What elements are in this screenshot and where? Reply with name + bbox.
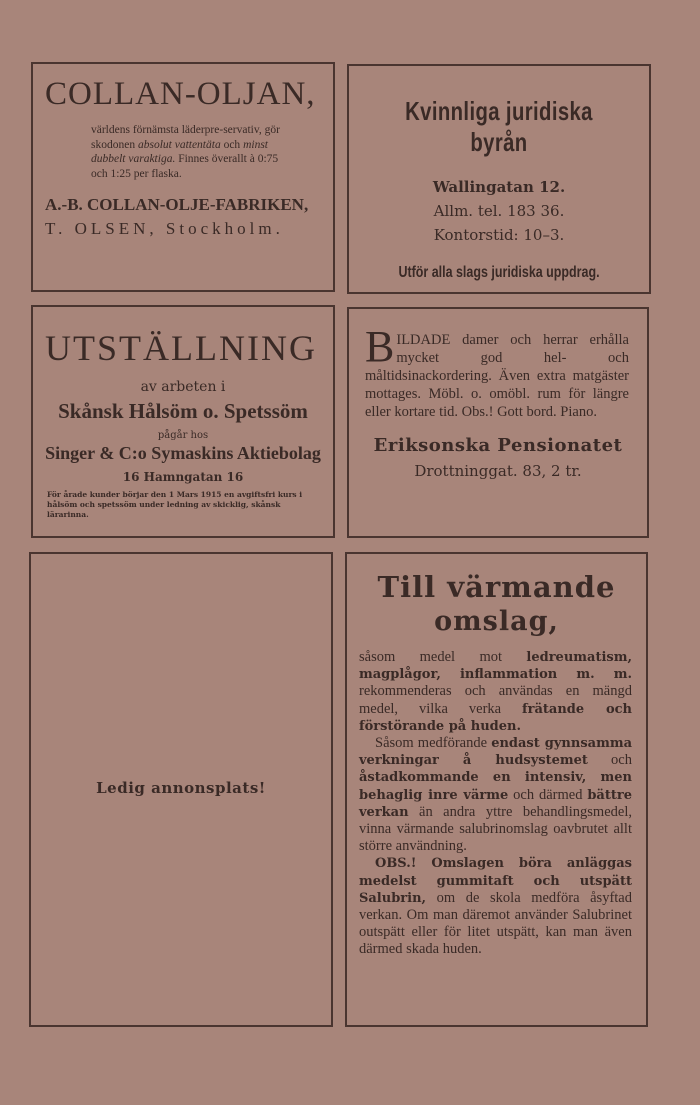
omslag-paragraph-3: [359, 855, 632, 958]
ad-vacant-space: [29, 552, 333, 1027]
omslag-p3-text-c: om de skola medföra åsyftad verkan. Om man däremot använder Salubrinet outspätt eller för litet utspätt, kan man även därmed skada huden.: [359, 889, 632, 958]
collan-headline: COLLAN-OLJAN,: [45, 76, 316, 112]
collan-body-text-3: Finnes överallt à 0:75 och 1:25 per flaska.: [91, 153, 279, 180]
omslag-p2-bold-1: endast gynnsamma verkningar å hudsystemet: [359, 736, 633, 769]
omslag-headline-2: omslag,: [434, 606, 559, 637]
collan-company: A.-B. COLLAN-OLJE-FABRIKEN,: [45, 195, 309, 214]
collan-body: [91, 123, 291, 181]
ad-utstallning: [31, 305, 335, 538]
utstallning-note: För årade kunder börjar den 1 Mars 1915 en avgiftsfri kurs i hålsöm och spetssöm under ledning av skicklig, skånsk lärarinna.: [47, 490, 303, 519]
omslag-p3-bold-1: OBS.! Omslagen böra anläggas medelst gummitaft och utspätt Salubrin,: [359, 856, 632, 906]
omslag-p1-text-c: rekommenderas och användas en mängd medel, vilka verka: [359, 683, 632, 717]
omslag-headline-1: Till värmande: [377, 570, 616, 604]
pensionat-name: Eriksonska Pensionatet: [373, 435, 623, 456]
utstallning-by: av arbeten i: [140, 379, 226, 395]
utstallning-at: pågår hos: [157, 430, 209, 441]
omslag-p2-text-c: och: [587, 752, 632, 769]
collan-owner: T. OLSEN, Stockholm.: [45, 219, 284, 238]
omslag-p2-text-e: än andra yttre behandlingsmedel, vinna värmande salubrinomslag oavbrutet allt större användning.: [359, 803, 632, 855]
ad-collan-oljan: [31, 62, 335, 292]
omslag-p1-text-a: såsom medel mot: [359, 649, 527, 665]
juridisk-tagline: Utför alla slags juridiska uppdrag.: [398, 264, 600, 281]
omslag-paragraph-1: [359, 649, 632, 735]
utstallning-host: Singer & C:o Symaskins Aktiebolag: [45, 443, 321, 463]
juridisk-hours: Kontorstid: 10–3.: [433, 226, 565, 244]
collan-body-text-1: världens förnämsta läderpre-servativ, gör skodonen: [91, 124, 280, 151]
utstallning-subject: Skånsk Hålsöm o. Spetssöm: [58, 399, 308, 423]
omslag-p2-text-d: och därmed: [508, 786, 588, 803]
omslag-p2-bold-2: åstadkommande en intensiv, men behaglig inre värme: [359, 770, 632, 803]
utstallning-address: 16 Hamngatan 16: [122, 470, 244, 484]
omslag-p1-bold-2: frätande och förstörande på huden.: [359, 701, 633, 734]
omslag-p1-bold-1: ledreumatism, magplågor, inflammation m. m.: [359, 650, 632, 683]
juridisk-headline: Kvinnliga juridiska byrån: [405, 96, 593, 157]
ad-eriksonska-pensionatet: [347, 307, 649, 538]
collan-body-text-2: och: [220, 138, 244, 151]
pensionat-text: [365, 322, 629, 421]
ad-kvinnliga-juridiska-byran: [347, 64, 651, 294]
ad-varmande-omslag: [345, 552, 648, 1027]
juridisk-street: Wallingatan 12.: [432, 178, 566, 196]
pensionat-body: ILDADE damer och herrar erhålla mycket god hel- och måltidsinackordering. Även extra matgäster mottages. Möbl. o. omöbl. rum för längre eller kortare tid. Obs.! Gott bord. Piano.: [365, 332, 629, 420]
omslag-paragraph-2: [359, 735, 632, 855]
omslag-p2-text-a: Såsom medförande: [375, 735, 492, 752]
pensionat-address: Drottninggat. 83, 2 tr.: [414, 462, 582, 480]
collan-body-emphasis-1: absolut vattentäta: [137, 138, 221, 151]
utstallning-headline: UTSTÄLLNING: [45, 328, 317, 368]
collan-body-emphasis-2: minst dubbelt varaktiga.: [91, 138, 268, 165]
juridisk-phone: Allm. tel. 183 36.: [433, 202, 565, 220]
vacant-label: Ledig annonsplats!: [96, 779, 266, 797]
pensionat-dropcap: B: [365, 322, 395, 371]
omslag-body: [359, 649, 632, 959]
omslag-p2-bold-3: bättre verkan: [359, 787, 632, 820]
